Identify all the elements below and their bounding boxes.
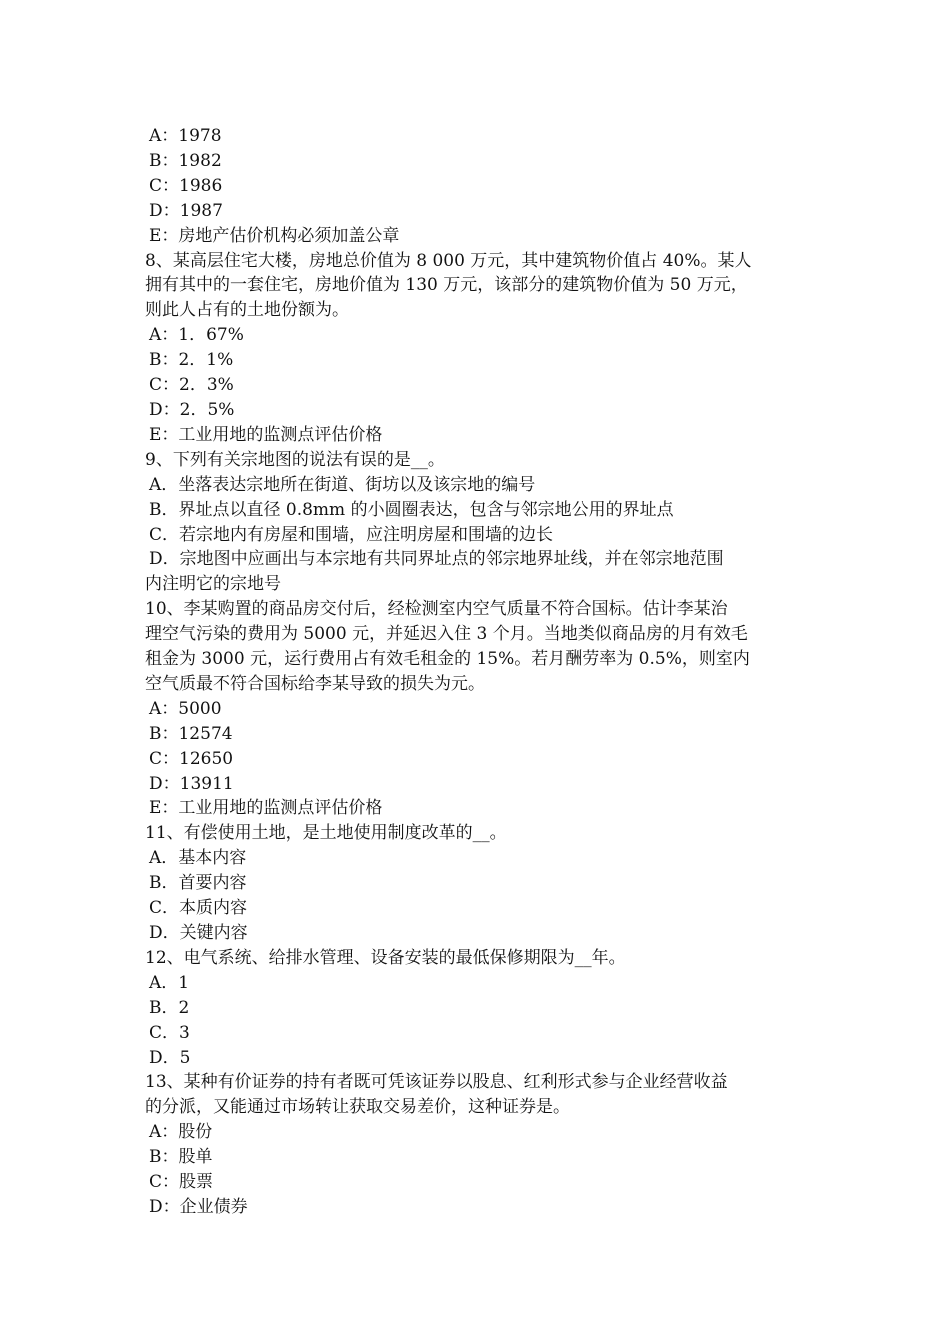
option-b: B．界址点以直径 0.8mm 的小圆圈表达，包含与邻宗地公用的界址点 [149, 499, 674, 520]
option-c: C：12650 [149, 748, 234, 769]
option-d: D．关键内容 [149, 923, 248, 943]
option-b: B：股单 [149, 1147, 213, 1168]
option-e: E：工业用地的监测点评估价格 [149, 798, 383, 819]
option-b: B．首要内容 [149, 873, 247, 894]
option-c: C．本质内容 [149, 898, 248, 919]
option-a: A：1．67% [149, 325, 244, 346]
document-page [145, 124, 815, 1220]
question-7-options [145, 124, 815, 249]
option-a: A．坐落表达宗地所在街道、街坊以及该宗地的编号 [149, 474, 536, 495]
option-c: C：2．3% [149, 375, 234, 396]
question-9 [145, 448, 815, 597]
question-stem-line: 租金为 3000 元，运行费用占有效毛租金的 15%。若月酬劳率为 0.5%，则室内 [145, 649, 750, 670]
question-stem-line: 理空气污染的费用为 5000 元，并延迟入住 3 个月。当地类似商品房的月有效毛 [145, 624, 748, 645]
option-b: B：2．1% [149, 350, 234, 371]
question-13 [145, 1070, 815, 1219]
option-a: A：1978 [149, 126, 222, 146]
question-stem-line: 11、有偿使用土地，是土地使用制度改革的__。 [145, 823, 507, 844]
option-a: A．基本内容 [149, 848, 247, 869]
question-11 [145, 821, 815, 946]
question-stem-line: 10、李某购置的商品房交付后，经检测室内空气质量不符合国标。估计李某治 [145, 599, 728, 620]
option-a: A．1 [149, 972, 190, 993]
option-d-continuation: 内注明它的宗地号 [145, 574, 281, 595]
option-d: D．5 [149, 1047, 191, 1068]
question-stem-line: 8、某高层住宅大楼，房地总价值为 8 000 万元，其中建筑物价值占 40%。某人 [145, 250, 752, 271]
option-d: D．宗地图中应画出与本宗地有共同界址点的邻宗地界址线，并在邻宗地范围 [149, 549, 724, 570]
option-d: D：13911 [149, 773, 234, 794]
option-b: B：1982 [149, 150, 222, 171]
question-stem-line: 空气质最不符合国标给李某导致的损失为元。 [145, 673, 485, 694]
question-8 [145, 249, 815, 448]
question-12 [145, 946, 815, 1071]
option-c: C．若宗地内有房屋和围墙，应注明房屋和围墙的边长 [149, 524, 554, 545]
option-c: C：1986 [149, 175, 223, 196]
option-c: C．3 [149, 1022, 190, 1043]
option-e: E：房地产估价机构必须加盖公章 [149, 225, 400, 246]
option-b: B．2 [149, 997, 190, 1018]
option-b: B：12574 [149, 723, 233, 744]
question-10 [145, 597, 815, 821]
option-e: E：工业用地的监测点评估价格 [149, 424, 383, 445]
option-d: D：2．5% [149, 399, 235, 420]
question-stem-line: 的分派，又能通过市场转让获取交易差价，这种证券是。 [145, 1097, 570, 1118]
option-a: A：5000 [149, 698, 222, 719]
option-d: D：1987 [149, 200, 223, 221]
question-stem-line: 9、下列有关宗地图的说法有误的是__。 [145, 449, 445, 470]
question-stem-line: 拥有其中的一套住宅，房地价值为 130 万元，该部分的建筑物价值为 50 万元， [145, 275, 748, 296]
question-stem-line: 13、某种有价证券的持有者既可凭该证券以股息、红利形式参与企业经营收益 [145, 1072, 728, 1093]
question-stem-line: 12、电气系统、给排水管理、设备安装的最低保修期限为__年。 [145, 947, 626, 968]
option-d: D：企业债券 [149, 1196, 248, 1217]
option-c: C：股票 [149, 1172, 214, 1193]
question-stem-line: 则此人占有的土地份额为。 [145, 300, 349, 321]
option-a: A：股份 [149, 1122, 213, 1143]
